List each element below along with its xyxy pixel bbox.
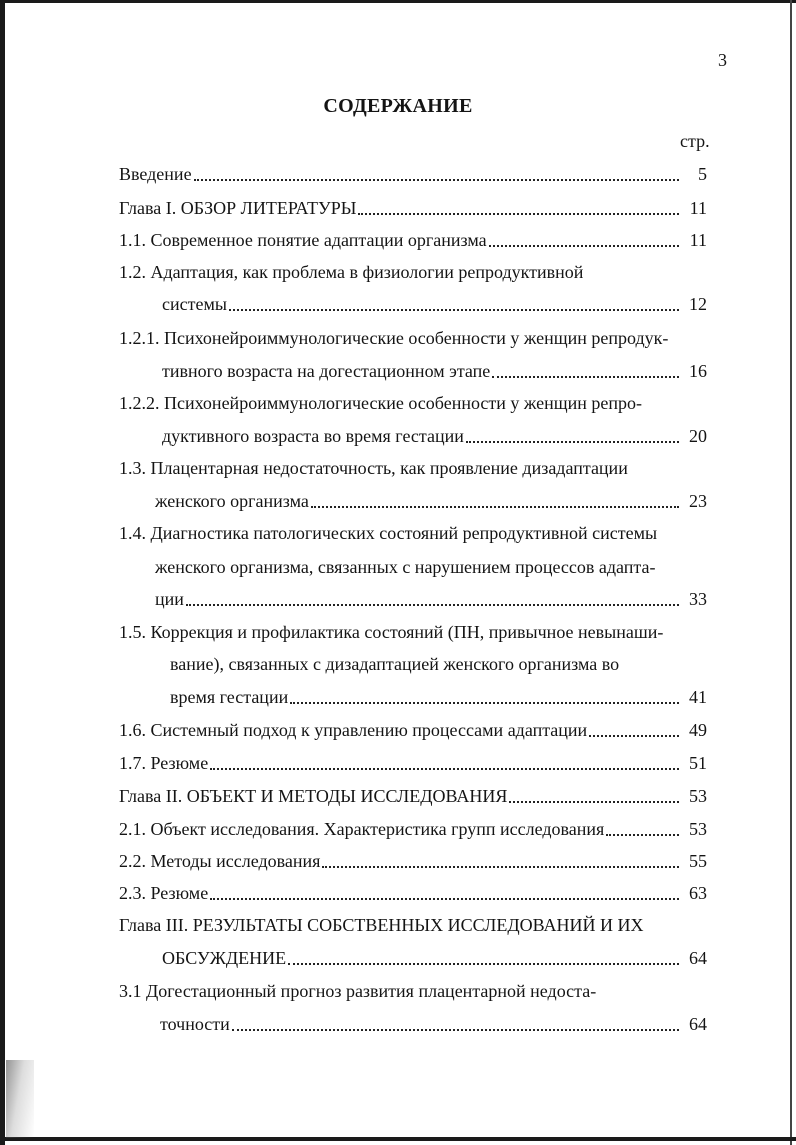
dot-leader [589,734,679,737]
toc-entry-text: женского организма [155,491,309,511]
toc-entry-text: 2.1. Объект исследования. Характеристика групп исследования [119,819,605,839]
toc-entry-1-1 [119,226,707,252]
dot-leader [492,375,679,378]
toc-entry-1-3 [155,487,707,513]
page-number: 3 [718,50,727,70]
toc-page-number: 64 [689,1014,707,1034]
toc-entry-1-6 [119,716,707,742]
dot-leader [509,800,679,803]
toc-page-number: 5 [698,164,707,184]
toc-entry-text: Глава II. ОБЪЕКТ И МЕТОДЫ ИССЛЕДОВАНИЯ [119,786,508,806]
toc-entry-1-2 [162,290,707,316]
toc-page-number: 11 [689,198,707,218]
toc-entry-text: 2.2. Методы исследования [119,851,321,871]
toc-entry-intro [119,160,707,186]
toc-entry-1-4-line-1: 1.4. Диагностика патологических состояний репродуктивной системы [119,523,658,543]
toc-page-number: 12 [689,294,707,314]
toc-entry-text: 1.6. Системный подход к управлению процессами адаптации [119,720,588,740]
toc-entry-chapter-2 [119,782,707,808]
toc-entry-1-3-line-1: 1.3. Плацентарная недостаточность, как проявление дизадаптации [119,458,628,478]
toc-page-number: 53 [689,819,707,839]
scan-edge-right [790,0,792,1145]
dot-leader [229,308,679,311]
dot-leader [466,440,679,443]
dot-leader [322,865,679,868]
dot-leader [311,505,679,508]
toc-entry-1-5-line-2: вание), связанных с дизадаптацией женского организма во [170,654,620,674]
toc-page-number: 51 [689,753,707,773]
dot-leader [210,897,679,900]
toc-entry-1-4 [155,585,707,611]
toc-page-number: 16 [689,361,707,381]
toc-entry-chapter-1 [119,194,707,220]
toc-entry-2-3 [119,879,707,905]
toc-entry-text: 2.3. Резюме [119,883,209,903]
toc-entry-text: ОБСУЖДЕНИЕ [162,948,287,968]
scan-edge-left [0,0,5,1145]
scan-edge-bottom [0,1137,796,1141]
toc-page-number: 63 [689,883,707,903]
toc-page-number: 41 [689,687,707,707]
toc-entry-text: Введение [119,164,192,184]
dot-leader [210,767,679,770]
dot-leader [358,212,679,215]
page-title: СОДЕРЖАНИЕ [323,95,473,117]
toc-page-number: 23 [689,491,707,511]
toc-page-number: 11 [689,230,707,250]
page-column-header: стр. [680,131,710,151]
toc-entry-chapter-3-line-1: Глава III. РЕЗУЛЬТАТЫ СОБСТВЕННЫХ ИССЛЕДОВАНИЙ И ИХ [119,915,644,935]
dot-leader [290,701,679,704]
toc-entry-text: время гестации [170,687,289,707]
toc-entry-3-1 [160,1010,707,1036]
toc-entry-1-5 [170,683,707,709]
toc-entry-1-2-1 [162,357,707,383]
toc-entry-1-4-line-2: женского организма, связанных с нарушением процессов адапта- [155,557,656,577]
toc-entry-text: 1.7. Резюме [119,753,209,773]
toc-entry-text: точности [160,1014,230,1034]
toc-entry-1-2-2-line-1: 1.2.2. Психонейроиммунологические особенности у женщин репро- [119,393,642,413]
toc-entry-3-1-line-1: 3.1 Догестационный прогноз развития плацентарной недоста- [119,981,597,1001]
scan-smudge [6,1060,34,1138]
toc-entry-chapter-3 [162,944,707,970]
toc-page-number: 49 [689,720,707,740]
toc-entry-text: ции [155,589,184,609]
dot-leader [186,603,679,606]
toc-entry-1-5-line-1: 1.5. Коррекция и профилактика состояний (ПН, привычное невынаши- [119,622,664,642]
toc-entry-text: 1.1. Современное понятие адаптации организма [119,230,487,250]
scan-edge-top [0,0,796,3]
toc-entry-text: Глава I. ОБЗОР ЛИТЕРАТУРЫ [119,198,357,218]
dot-leader [606,833,679,836]
toc-entry-2-1 [119,815,707,841]
toc-entry-1-2-2 [162,422,707,448]
toc-page-number: 64 [689,948,707,968]
toc-entry-1-2-line-1: 1.2. Адаптация, как проблема в физиологии репродуктивной [119,262,584,282]
dot-leader [232,1028,679,1031]
dot-leader [288,962,679,965]
toc-entry-1-2-1-line-1: 1.2.1. Психонейроиммунологические особенности у женщин репродук- [119,328,669,348]
toc-entry-text: тивного возраста на догестационном этапе [162,361,491,381]
dot-leader [489,244,679,247]
toc-entry-text: системы [162,294,227,314]
toc-entry-1-7 [119,749,707,775]
toc-page-number: 53 [689,786,707,806]
toc-entry-2-2 [119,847,707,873]
toc-page-number: 33 [689,589,707,609]
dot-leader [194,178,679,181]
toc-entry-text: дуктивного возраста во время гестации [162,426,464,446]
toc-page-number: 55 [689,851,707,871]
toc-page-number: 20 [689,426,707,446]
